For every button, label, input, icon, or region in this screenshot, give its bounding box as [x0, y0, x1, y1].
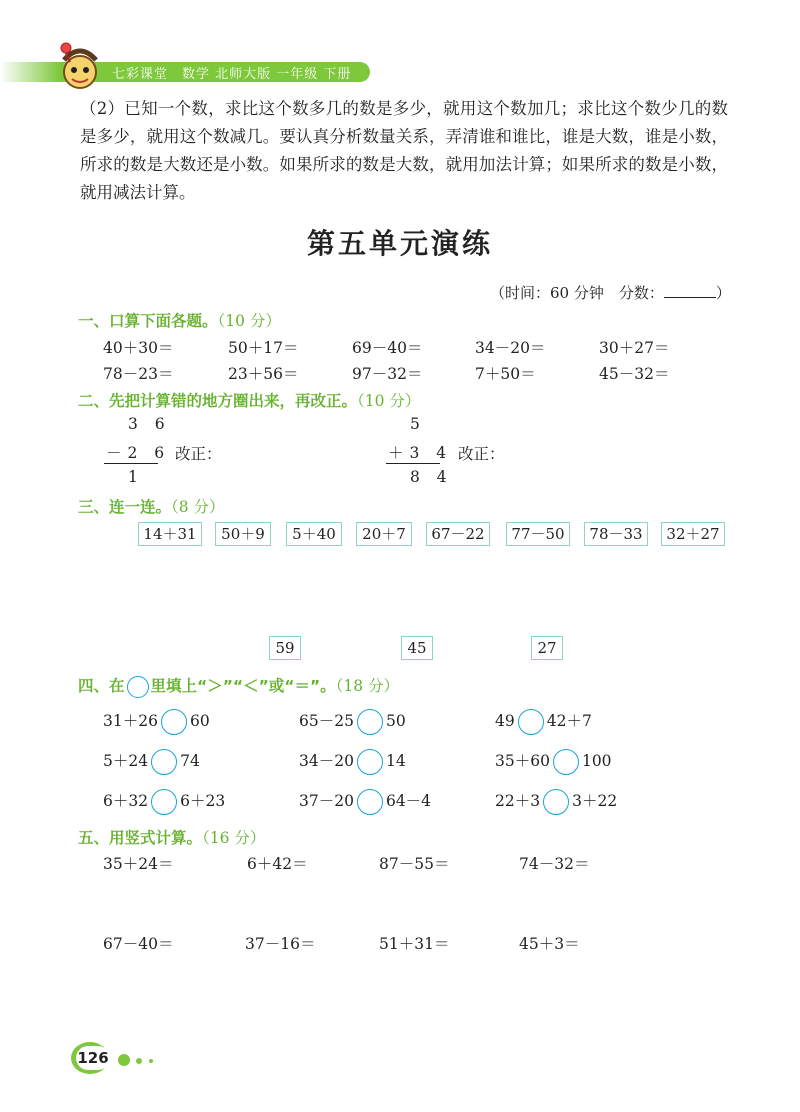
expression-box[interactable]: 32＋27 [661, 522, 725, 546]
compare-item [495, 749, 612, 775]
section-3-label: 三、连一连。 [78, 498, 172, 516]
compare-circle[interactable] [518, 709, 544, 735]
column-problem: 37－16＝ [245, 935, 316, 953]
section-5-label: 五、用竖式计算。 [78, 829, 203, 847]
score-blank[interactable] [664, 283, 716, 298]
vertical-b-result: 8 4 [410, 468, 453, 486]
compare-circle[interactable] [357, 709, 383, 735]
compare-left: 5＋24 [103, 752, 149, 770]
section-1-heading [78, 309, 281, 331]
section-4-points: （18 分） [335, 677, 400, 695]
time-label: （时间：60 分钟 分数： [490, 284, 664, 302]
section-4-label-b: 里填上“＞”“＜”或“＝”。 [150, 677, 336, 695]
vertical-a-top: 3 6 [128, 415, 171, 433]
oral-problem: 69－40＝ [352, 339, 423, 357]
oral-problem: 40＋30＝ [103, 339, 174, 357]
vertical-b-top: 5 [410, 415, 426, 433]
compare-right: 64－4 [385, 792, 432, 810]
compare-right: 6＋23 [180, 792, 226, 810]
vertical-a-mid: －2 6 [106, 444, 171, 462]
expression-box[interactable]: 50＋9 [215, 522, 271, 546]
compare-right: 60 [189, 712, 210, 730]
answer-box[interactable]: 45 [401, 636, 433, 660]
compare-circle[interactable] [151, 749, 177, 775]
circle-icon [127, 676, 149, 698]
column-problem: 74－32＝ [519, 855, 590, 873]
vertical-a-rule [104, 463, 158, 464]
compare-left: 22＋3 [495, 792, 541, 810]
column-problem: 6＋42＝ [247, 855, 308, 873]
dot-icon [118, 1054, 130, 1066]
intro-paragraph: （2）已知一个数，求比这个数多几的数是多少，就用这个数加几；求比这个数少几的数是多少，就用这个数减几。要认真分析数量关系，弄清谁和谁比，谁是大数，谁是小数，所求的数是大数还是小数。如果所求的数是大数，就用加法计算；如果所求的数是小数，就用减法计算。 [80, 99, 728, 202]
vertical-a-result: 1 [128, 468, 144, 486]
compare-left: 31＋26 [103, 712, 158, 730]
compare-circle[interactable] [161, 709, 187, 735]
section-2-label: 二、先把计算错的地方圈出来，再改正。 [78, 392, 358, 410]
compare-left: 65－25 [299, 712, 354, 730]
compare-item [299, 749, 406, 775]
compare-left: 37－20 [299, 792, 354, 810]
answer-box[interactable]: 59 [269, 636, 301, 660]
column-problem: 67－40＝ [103, 935, 174, 953]
page-number: 126 [76, 1046, 110, 1070]
compare-item [103, 709, 210, 735]
expression-box[interactable]: 77－50 [506, 522, 570, 546]
section-1-points: （10 分） [217, 312, 281, 330]
section-4-label-a: 四、在 [78, 677, 125, 695]
compare-left: 34－20 [299, 752, 354, 770]
column-problem: 51＋31＝ [379, 935, 450, 953]
compare-right: 3＋22 [572, 792, 618, 810]
expression-box[interactable]: 20＋7 [356, 522, 412, 546]
column-problem: 45＋3＝ [519, 935, 580, 953]
section-5-points: （16 分） [202, 829, 266, 847]
compare-circle[interactable] [357, 749, 383, 775]
compare-item [495, 709, 592, 735]
header-bar-fade [0, 62, 60, 82]
vertical-b-mid: ＋3 4 [388, 444, 453, 462]
oral-problem: 97－32＝ [352, 365, 423, 383]
column-problem: 35＋24＝ [103, 855, 174, 873]
oral-problem: 78－23＝ [103, 365, 174, 383]
column-problem: 87－55＝ [379, 855, 450, 873]
compare-item [495, 789, 617, 815]
compare-left: 49 [495, 712, 515, 730]
compare-right: 100 [581, 752, 612, 770]
section-5-heading [78, 826, 265, 848]
fix-label-a: 改正： [175, 445, 222, 463]
expression-box[interactable]: 5＋40 [286, 522, 342, 546]
expression-box[interactable]: 14＋31 [138, 522, 202, 546]
mascot-icon [52, 38, 108, 94]
header-title: 七彩课堂 数学 北师大版 一年级 下册 [112, 67, 352, 82]
compare-left: 6＋32 [103, 792, 149, 810]
section-2-points: （10 分） [357, 392, 421, 410]
expression-box[interactable]: 78－33 [584, 522, 648, 546]
meta-close: ） [715, 284, 731, 302]
vertical-b-rule [386, 463, 440, 464]
compare-right: 74 [180, 752, 200, 770]
compare-right: 42＋7 [546, 712, 592, 730]
compare-circle[interactable] [543, 789, 569, 815]
dot-icon [136, 1058, 142, 1064]
compare-circle[interactable] [553, 749, 579, 775]
section-4-heading [78, 674, 399, 698]
answer-box[interactable]: 27 [531, 636, 563, 660]
dot-icon [149, 1059, 153, 1063]
compare-right: 50 [385, 712, 406, 730]
compare-item [103, 789, 225, 815]
oral-problem: 7＋50＝ [475, 365, 536, 383]
oral-problem: 34－20＝ [475, 339, 546, 357]
oral-problem: 23＋56＝ [228, 365, 299, 383]
section-2-heading [78, 389, 420, 411]
compare-left: 35＋60 [495, 752, 550, 770]
oral-problem: 45－32＝ [599, 365, 670, 383]
compare-circle[interactable] [357, 789, 383, 815]
compare-item [299, 789, 431, 815]
compare-circle[interactable] [151, 789, 177, 815]
section-3-points: （8 分） [171, 498, 225, 516]
time-score-line [490, 282, 731, 303]
section-1-label: 一、口算下面各题。 [78, 312, 218, 330]
compare-right: 14 [385, 752, 406, 770]
oral-problem: 50＋17＝ [228, 339, 299, 357]
expression-box[interactable]: 67－22 [426, 522, 490, 546]
page-title: 第五单元演练 [306, 227, 493, 260]
section-3-heading [78, 495, 225, 517]
oral-problem: 30＋27＝ [599, 339, 670, 357]
fix-label-b: 改正： [458, 445, 505, 463]
compare-item [299, 709, 406, 735]
compare-item [103, 749, 200, 775]
